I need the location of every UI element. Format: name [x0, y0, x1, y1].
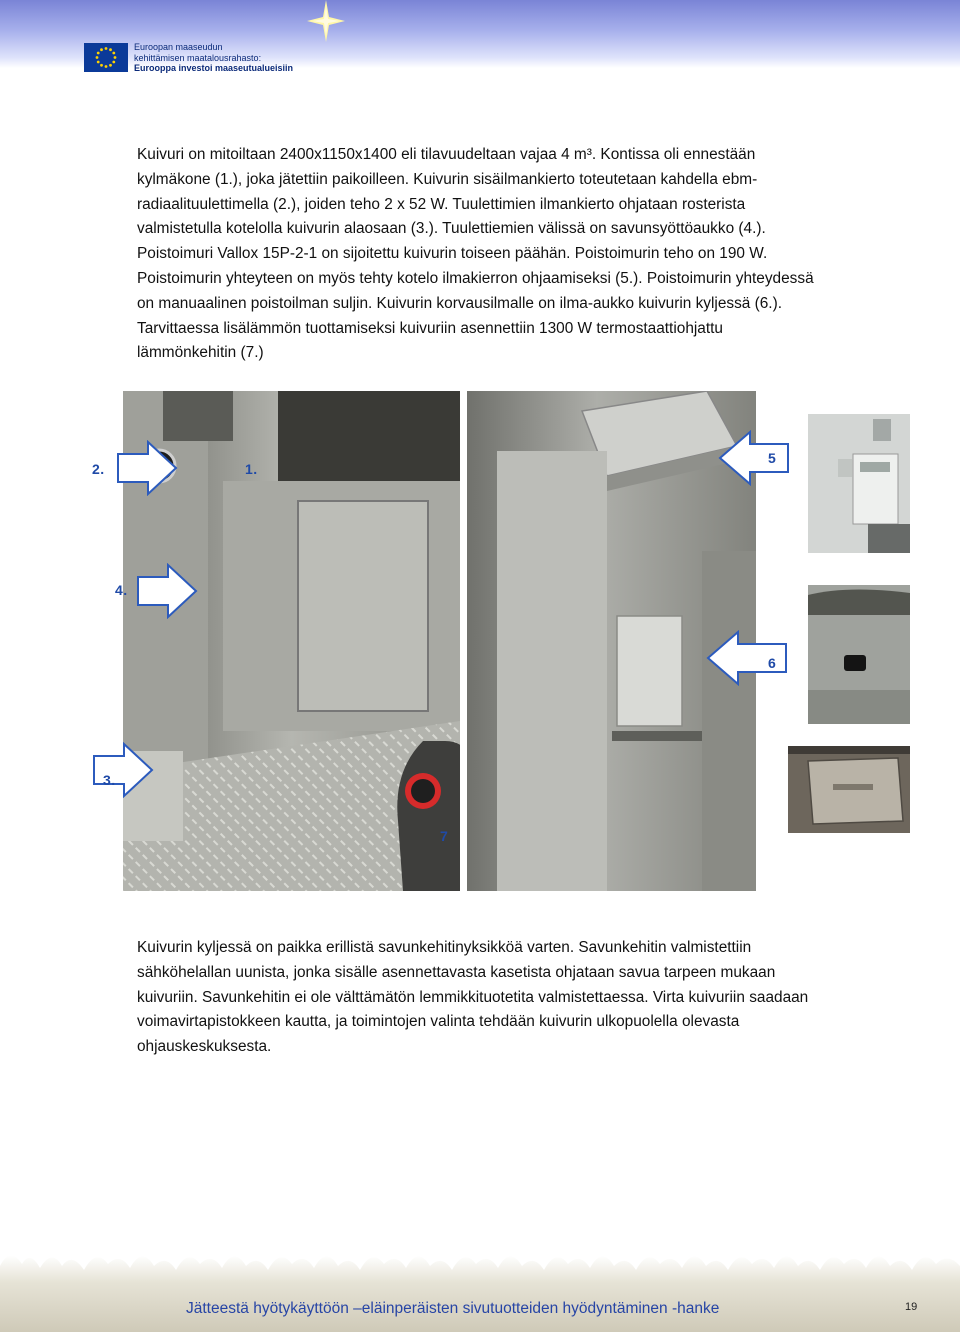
paragraph-line: Tarvittaessa lisälämmön tuottamiseksi kuivuriin asennettiin 1300 W termostaattiohjattu: [137, 319, 723, 337]
callout-label-5: 5: [768, 450, 777, 466]
paragraph-line: Poistoimurin yhteyteen on myös tehty kotelo ilmakierron ohjaamiseksi (5.). Poistoimurin yhteydessä: [137, 269, 814, 287]
org-line-1: Euroopan maaseudun: [134, 42, 223, 52]
eu-flag-icon: [84, 43, 128, 72]
paragraph-line: voimavirtapistokkeen kautta, ja toimintojen valinta tehdään kuivurin ulkopuolella olevasta: [137, 1013, 740, 1031]
callout-label-4: 4.: [115, 582, 128, 598]
footer-project-name: Jätteestä hyötykäyttöön –eläinperäisten sivutuotteiden hyödyntäminen -hanke: [186, 1300, 720, 1317]
callout-label-2: 2.: [92, 461, 105, 477]
paragraph-line: lämmönkehitin (7.): [137, 344, 264, 362]
org-tagline: Eurooppa investoi maaseutualueisiin: [134, 63, 294, 73]
callout-arrow-3: [92, 742, 154, 798]
intro-paragraph: [137, 143, 867, 366]
control-panel-photo: [808, 414, 910, 553]
page-number: 19: [905, 1301, 918, 1313]
callout-label-3: 3.: [103, 772, 116, 788]
page-header: [0, 0, 960, 73]
page-footer: [0, 1246, 960, 1332]
paragraph-line: on manuaalinen poistoilman suljin. Kuivurin korvausilmalle on ilma-aukko kuivurin kyljessä (6.).: [137, 294, 782, 312]
star-icon: [305, 0, 347, 42]
smoke-generator-paragraph: [137, 936, 867, 1060]
smoke-generator-photo: [788, 746, 910, 833]
callout-arrow-2: [116, 440, 178, 496]
callout-label-7: 7: [440, 828, 449, 844]
paragraph-line: Kuivurin kyljessä on paikka erillistä savunkehitinyksikköä varten. Savunkehitin valmistettiin: [137, 939, 752, 956]
paragraph-line: Kuivuri on mitoiltaan 2400x1150x1400 eli tilavuudeltaan vajaa 4 m³. Kontissa oli ennestään: [137, 146, 756, 163]
callout-arrow-5: [718, 430, 790, 486]
paragraph-line: radiaalituulettimella (2.), joiden teho 2 x 52 W. Tuulettimien ilmankierto ohjataan rosterista: [137, 195, 746, 213]
crowd-silhouette-decoration: [0, 1246, 960, 1332]
org-line-2: kehittämisen maatalousrahasto:: [134, 52, 262, 63]
eu-funding-text: [134, 42, 293, 74]
paragraph-line: Poistoimuri Vallox 15P-2-1 on sijoitettu kuivurin toiseen päähän. Poistoimurin teho on 190 W.: [137, 245, 768, 263]
callout-label-6: 6: [768, 655, 777, 671]
paragraph-line: ohjauskeskuksesta.: [137, 1038, 272, 1056]
callout-label-1: 1.: [245, 461, 258, 477]
paragraph-line: kuivuriin. Savunkehitin ei ole välttämätön lemmikkituotetita valmistettaessa. Virta kuivuriin saadaan: [137, 988, 809, 1006]
air-inlet-photo: [808, 585, 910, 724]
paragraph-line: sähköhelallan uunista, jonka sisälle asennettavasta kasetista ohjataan savua tarpeen mukaan: [137, 963, 776, 981]
paragraph-line: kylmäkone (1.), joka jätettiin paikoilleen. Kuivurin sisäilmankierto toteutetaan kahdella ebm-: [137, 170, 758, 188]
callout-arrow-4: [136, 563, 198, 619]
paragraph-line: valmistetulla kotelolla kuivurin alaosaan (3.). Tuulettiemien välissä on savunsyöttöaukko (4.).: [137, 220, 766, 238]
